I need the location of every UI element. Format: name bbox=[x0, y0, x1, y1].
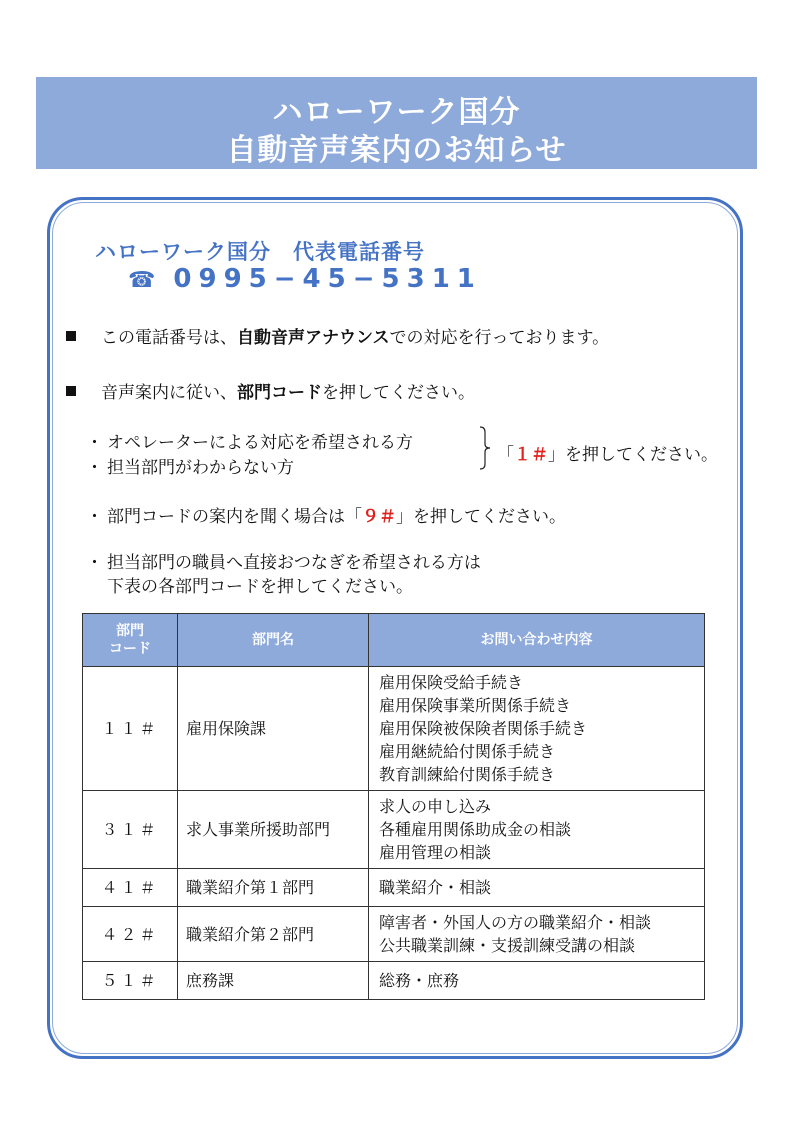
row-inquiry bbox=[369, 962, 705, 1000]
notice-line-1-pre: この電話番号は、 bbox=[101, 328, 237, 348]
table-row bbox=[83, 667, 705, 791]
title-banner bbox=[36, 77, 757, 169]
row-inquiry bbox=[369, 667, 705, 791]
header-code-line1: 部門 bbox=[116, 623, 144, 639]
table-row bbox=[83, 962, 705, 1000]
press-1-post: 」を押してください。 bbox=[548, 445, 718, 465]
header-code-line2: コード bbox=[109, 641, 151, 657]
row-dept-name: 雇用保険課 bbox=[178, 667, 369, 791]
inquiry-item: 求人の申し込み bbox=[379, 797, 492, 816]
bullet-square-icon bbox=[66, 386, 76, 396]
row-code: ４２＃ bbox=[83, 907, 178, 962]
option-unknown-dept: 担当部門がわからない方 bbox=[107, 458, 294, 478]
row-inquiry bbox=[369, 791, 705, 869]
row-code: ３１＃ bbox=[83, 791, 178, 869]
phone-number-line bbox=[128, 264, 482, 294]
table-header-row bbox=[83, 614, 705, 667]
banner-title-line2: 自動音声案内のお知らせ bbox=[226, 133, 567, 168]
inquiry-item: 職業紹介・相談 bbox=[379, 878, 492, 897]
row-inquiry bbox=[369, 869, 705, 907]
right-brace-icon bbox=[479, 426, 491, 470]
inquiry-item: 公共職業訓練・支援訓練受講の相談 bbox=[379, 936, 636, 955]
option-operator: オペレーターによる対応を希望される方 bbox=[107, 433, 413, 453]
row-dept-name: 庶務課 bbox=[178, 962, 369, 1000]
row-code: ５１＃ bbox=[83, 962, 178, 1000]
inquiry-item: 障害者・外国人の方の職業紹介・相談 bbox=[379, 913, 652, 932]
inquiry-item: 雇用保険事業所関係手続き bbox=[379, 696, 572, 715]
bullet-dot-icon: ・ bbox=[86, 433, 103, 453]
table-row bbox=[83, 791, 705, 869]
notice-line-2-pre: 音声案内に従い、 bbox=[101, 383, 237, 403]
banner-title-line1: ハローワーク国分 bbox=[272, 95, 521, 130]
notice-line-2-post: を押してください。 bbox=[322, 383, 475, 403]
row-inquiry bbox=[369, 907, 705, 962]
option-direct-line2: 下表の各部門コードを押してください。 bbox=[107, 577, 413, 597]
notice-line-2-bold: 部門コード bbox=[237, 383, 322, 403]
inquiry-item: 雇用継続給付関係手続き bbox=[379, 742, 556, 761]
phone-title: ハローワーク国分 代表電話番号 bbox=[95, 240, 425, 264]
phone-number: 0995−45−5311 bbox=[173, 264, 482, 294]
guide-pre: 部門コードの案内を聞く場合は「 bbox=[107, 507, 362, 527]
notice-line-1 bbox=[101, 323, 609, 348]
inquiry-item: 教育訓練給付関係手続き bbox=[379, 765, 556, 784]
bullet-dot-icon: ・ bbox=[86, 553, 103, 573]
press-1-open: 「 bbox=[497, 445, 514, 465]
notice-line-2 bbox=[101, 378, 475, 403]
inquiry-item: 総務・庶務 bbox=[379, 971, 460, 990]
inquiry-item: 雇用保険受給手続き bbox=[379, 673, 524, 692]
press-1-code: １＃ bbox=[514, 445, 548, 465]
table-row bbox=[83, 869, 705, 907]
notice-line-1-bold: 自動音声アナウンス bbox=[237, 328, 390, 348]
row-dept-name: 職業紹介第１部門 bbox=[178, 869, 369, 907]
row-dept-name: 求人事業所援助部門 bbox=[178, 791, 369, 869]
inquiry-item: 雇用保険被保険者関係手続き bbox=[379, 719, 588, 738]
header-code bbox=[83, 614, 178, 667]
header-name: 部門名 bbox=[178, 614, 369, 667]
bullet-dot-icon: ・ bbox=[86, 458, 103, 478]
option-press-1 bbox=[497, 440, 718, 465]
table-row bbox=[83, 907, 705, 962]
row-dept-name: 職業紹介第２部門 bbox=[178, 907, 369, 962]
bullet-square-icon bbox=[66, 331, 76, 341]
option-guide bbox=[107, 502, 566, 527]
inquiry-item: 各種雇用関係助成金の相談 bbox=[379, 820, 572, 839]
header-inquiry: お問い合わせ内容 bbox=[369, 614, 705, 667]
dept-code-table bbox=[82, 613, 705, 1000]
notice-line-1-post: での対応を行っております。 bbox=[389, 328, 610, 348]
guide-code: ９＃ bbox=[362, 507, 396, 527]
row-code: １１＃ bbox=[83, 667, 178, 791]
inquiry-item: 雇用管理の相談 bbox=[379, 843, 492, 862]
guide-post: 」を押してください。 bbox=[396, 507, 566, 527]
phone-icon: ☎ bbox=[128, 268, 156, 293]
row-code: ４１＃ bbox=[83, 869, 178, 907]
bullet-dot-icon: ・ bbox=[86, 507, 103, 527]
option-direct-line1: 担当部門の職員へ直接おつなぎを希望される方は bbox=[107, 553, 481, 573]
